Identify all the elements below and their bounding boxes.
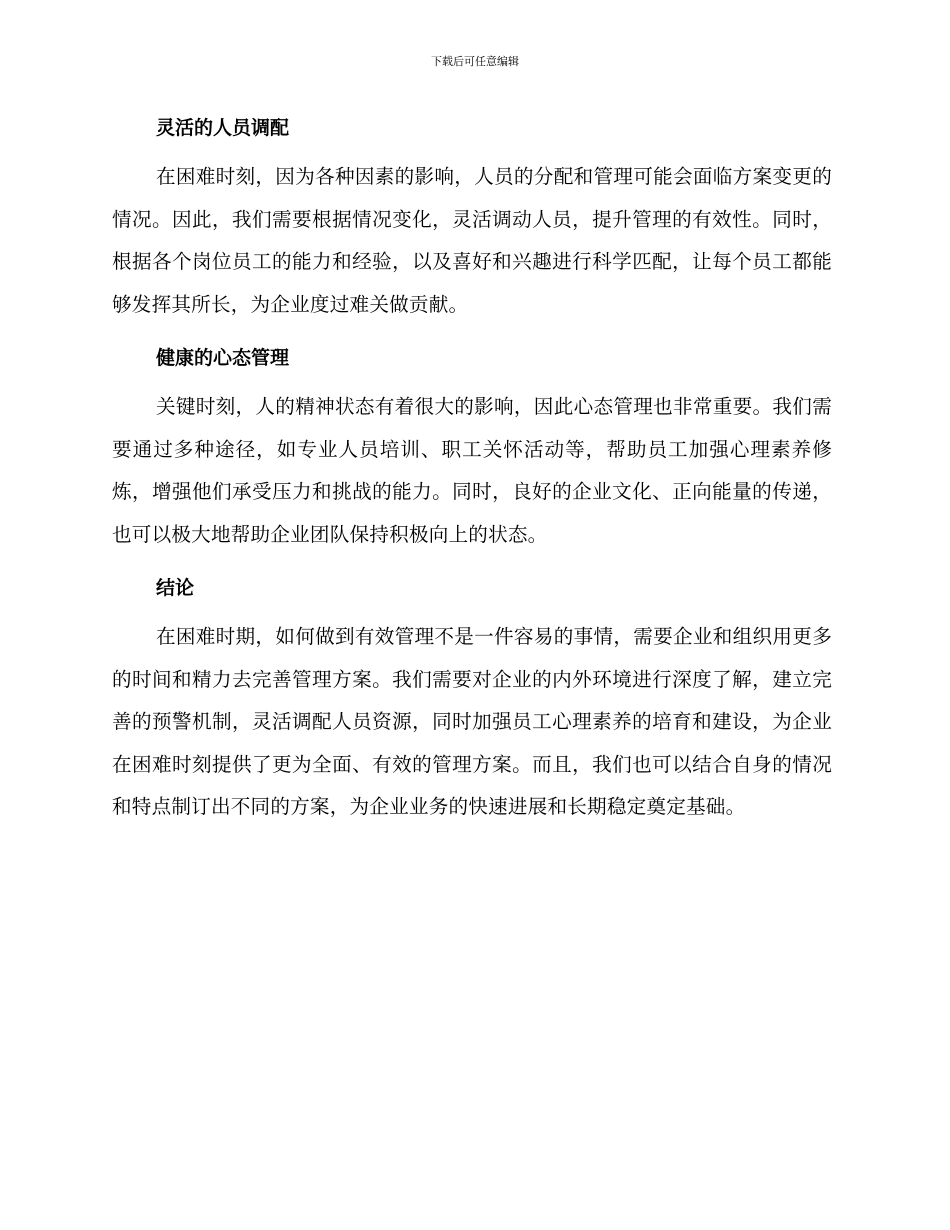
page-header: 下载后可任意编辑 xyxy=(431,55,519,68)
section-heading-conclusion: 结论 xyxy=(156,577,195,599)
section-paragraph-conclusion: 在困难时期，如何做到有效管理不是一件容易的事情，需要企业和组织用更多的时间和精力去完善管理方案。我们需要对企业的内外环境进行深度了解，建立完善的预警机制，灵活调配人员资源，同时加强员工心理素养的培育和建设，为企业在困难时刻提供了更为全面、有效的管理方案。而且，我们也可以结合自身的情况和特点制订出不同的方案，为企业业务的快速进展和长期稳定奠定基础。 xyxy=(112,625,832,818)
document-body xyxy=(112,108,832,841)
section-heading-flexible-staffing: 灵活的人员调配 xyxy=(156,117,290,139)
section-paragraph-flexible-staffing: 在困难时刻，因为各种因素的影响，人员的分配和管理可能会面临方案变更的情况。因此，我们需要根据情况变化，灵活调动人员，提升管理的有效性。同时，根据各个岗位员工的能力和经验，以及喜好和兴趣进行科学匹配，让每个员工都能够发挥其所长，为企业度过难关做贡献。 xyxy=(112,165,832,316)
section-paragraph-mindset-management: 关键时刻，人的精神状态有着很大的影响，因此心态管理也非常重要。我们需要通过多种途径，如专业人员培训、职工关怀活动等，帮助员工加强心理素养修炼，增强他们承受压力和挑战的能力。同时，良好的企业文化、正向能量的传递，也可以极大地帮助企业团队保持积极向上的状态。 xyxy=(112,395,832,546)
section-heading-mindset-management: 健康的心态管理 xyxy=(156,347,290,369)
